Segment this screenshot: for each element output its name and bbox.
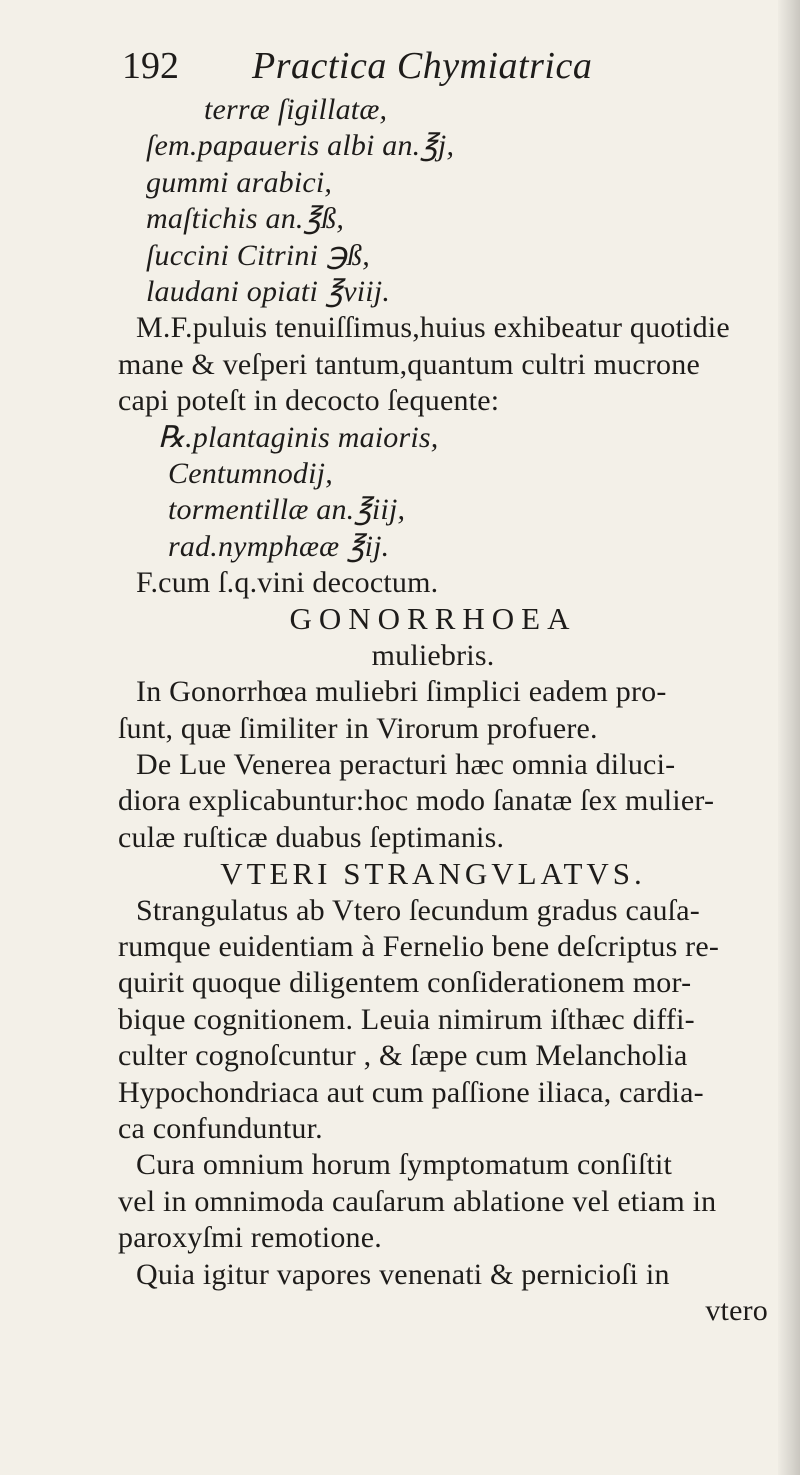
recipe-line: ſem.papaueris albi an.℥j, xyxy=(146,129,455,163)
text-line: F.cum ſ.q.vini decoctum. xyxy=(136,566,439,600)
text-line: In Gonorrhœa muliebri ſimplici eadem pro- xyxy=(136,675,667,709)
recipe-line: ℞.plantaginis maioris, xyxy=(158,420,439,454)
text-line: bique cognitionem. Leuia nimirum iſthæc diffi- xyxy=(118,1002,695,1036)
text-line: culter cognoſcuntur , & ſæpe cum Melancholia xyxy=(118,1039,688,1073)
text-line: M.F.puluis tenuiſſimus,huius exhibeatur quotidie xyxy=(136,311,730,345)
text-line: capi poteſt in decocto ſequente: xyxy=(118,384,500,418)
text-line: Cura omnium horum ſymptomatum conſiſtit xyxy=(136,1148,673,1182)
page-header xyxy=(122,40,702,92)
recipe-line: Centumnodij, xyxy=(168,456,333,490)
text-line: rumque euidentiam à Fernelio bene deſcriptus re- xyxy=(118,929,720,963)
recipe-line: laudani opiati ℥viij. xyxy=(146,274,391,308)
text-line: culæ ruſticæ duabus ſeptimanis. xyxy=(118,820,505,854)
section-heading: VTERI STRANGVLATVS. xyxy=(220,856,646,892)
section-subheading: muliebris. xyxy=(371,638,495,672)
text-line: paroxyſmi remotione. xyxy=(118,1221,382,1255)
running-title: Practica Chymiatrica xyxy=(252,45,593,87)
text-line: vel in omnimoda cauſarum ablatione vel etiam in xyxy=(118,1184,717,1218)
text-line: diora explicabuntur:hoc modo ſanatæ ſex mulier- xyxy=(118,784,715,818)
section-heading: GONORRHOEA xyxy=(289,601,577,637)
text-line: Quia igitur vapores venenati & pernicioſi in xyxy=(136,1257,670,1291)
text-line: ca confunduntur. xyxy=(118,1111,323,1145)
text-line: Hypochondriaca aut cum paſſione iliaca, cardia- xyxy=(118,1075,704,1109)
text-line: quirit quoque diligentem conſiderationem mor- xyxy=(118,966,692,1000)
text-line: Strangulatus ab Vtero ſecundum gradus cauſa- xyxy=(136,893,700,927)
text-line: ſunt, quæ ſimiliter in Virorum profuere. xyxy=(118,711,598,745)
recipe-line: terræ ſigillatæ, xyxy=(204,93,388,126)
page-body xyxy=(118,92,788,1329)
text-line: mane & veſperi tantum,quantum cultri mucrone xyxy=(118,347,700,381)
page-number: 192 xyxy=(122,45,179,87)
recipe-line: tormentillæ an.℥iij, xyxy=(168,493,406,527)
recipe-line: gummi arabici, xyxy=(146,165,333,199)
text-line: De Lue Venerea peracturi hæc omnia diluci- xyxy=(136,748,676,782)
recipe-line: maſtichis an.℥ß, xyxy=(146,202,345,236)
catchword: vtero xyxy=(705,1293,768,1327)
recipe-line: rad.nymphææ ℥ij. xyxy=(168,529,390,563)
recipe-line: ſuccini Citrini ℈ß, xyxy=(146,238,370,272)
